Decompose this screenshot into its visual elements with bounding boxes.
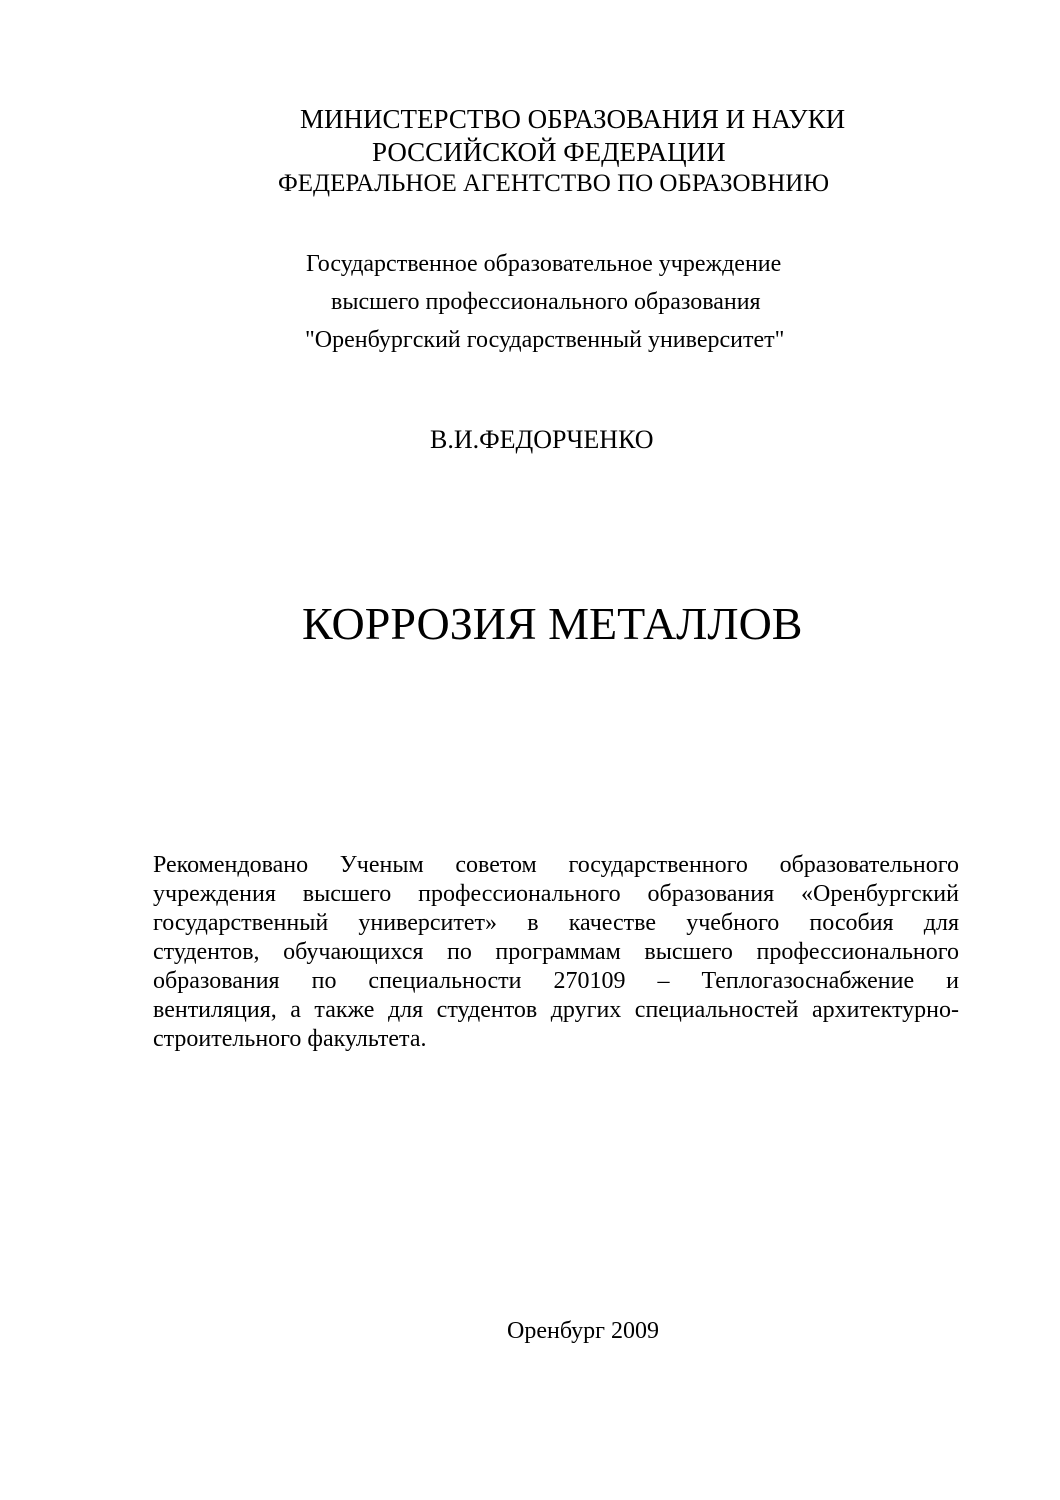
author-name: В.И.ФЕДОРЧЕНКО bbox=[430, 425, 654, 454]
institution-line-1: Государственное образовательное учреждение bbox=[306, 251, 782, 277]
recommendation-line: строительного факультета. bbox=[153, 1026, 427, 1052]
recommendation-line: вентиляция, а также для студентов других специальностей архитектурно- bbox=[153, 997, 959, 1023]
document-title: КОРРОЗИЯ МЕТАЛЛОВ bbox=[302, 598, 803, 649]
city-year: Оренбург 2009 bbox=[507, 1318, 659, 1344]
recommendation-line: учреждения высшего профессионального образования «Оренбургский bbox=[153, 881, 959, 907]
agency-line: ФЕДЕРАЛЬНОЕ АГЕНТСТВО ПО ОБРАЗОВНИЮ bbox=[278, 170, 830, 197]
recommendation-line: студентов, обучающихся по программам высшего профессионального bbox=[153, 939, 959, 965]
recommendation-line: государственный университет» в качестве учебного пособия для bbox=[153, 910, 959, 936]
ministry-line-2: РОССИЙСКОЙ ФЕДЕРАЦИИ bbox=[372, 137, 726, 167]
recommendation-line: Рекомендовано Ученым советом государственного образовательного bbox=[153, 852, 959, 878]
recommendation-line: образования по специальности 270109 – Теплогазоснабжение и bbox=[153, 968, 959, 994]
institution-line-2: высшего профессионального образования bbox=[331, 289, 761, 315]
ministry-line-1: МИНИСТЕРСТВО ОБРАЗОВАНИЯ И НАУКИ bbox=[300, 104, 846, 134]
institution-line-3: "Оренбургский государственный университет" bbox=[305, 327, 785, 353]
recommendation-paragraph bbox=[153, 851, 959, 1054]
